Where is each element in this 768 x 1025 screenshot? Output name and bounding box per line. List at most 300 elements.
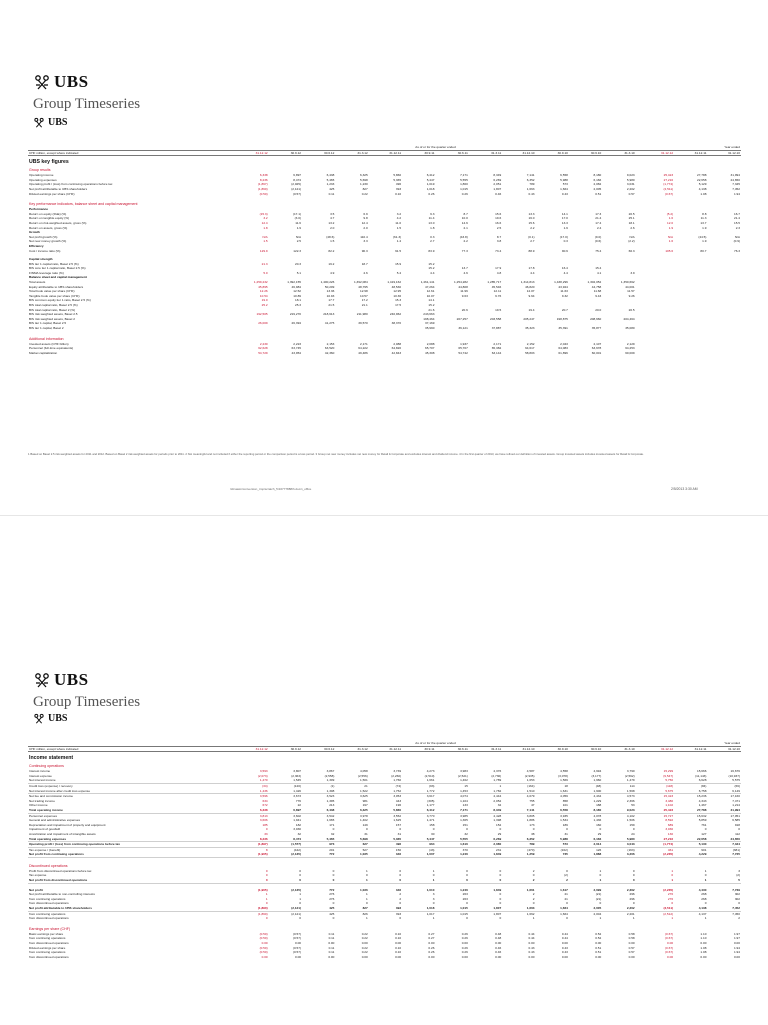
- cell-value: 1: [299, 892, 302, 897]
- cell-value: 49,486: [358, 350, 368, 355]
- cell-value: 4.4: [430, 270, 435, 275]
- cell-value: 88.9: [528, 248, 535, 253]
- cell-value: 5.0: [263, 270, 268, 275]
- ubs-logo-large-p2: [33, 670, 89, 690]
- cell-value: 901: [701, 847, 707, 852]
- row-label: Net profit from discontinued operations: [28, 878, 235, 883]
- cell-value: (61.3): [393, 234, 402, 239]
- cell-value: (0.57): [292, 950, 302, 955]
- cell-value: 32: [497, 803, 502, 808]
- cell-value: 38: [531, 831, 535, 836]
- cell-value: 54,729: [258, 350, 268, 355]
- cell-value: 689: [667, 822, 674, 827]
- cell-value: 1,545: [269, 778, 302, 783]
- cell-value: 0.58: [628, 931, 635, 936]
- cell-value: 37,887: [491, 326, 502, 330]
- cell-value: 8.7: [496, 234, 502, 239]
- cell-value: 1,661: [526, 887, 535, 892]
- cell-value: 5,129: [698, 182, 707, 187]
- cell-value: 5,575: [707, 778, 741, 783]
- cell-value: 0: [599, 873, 602, 878]
- cell-value: (0.57): [292, 945, 302, 950]
- cell-value: 9,023: [626, 173, 635, 178]
- row-label: Total operating income: [28, 808, 235, 813]
- cell-value: 0.26: [461, 950, 468, 955]
- cell-value: 188: [596, 803, 602, 808]
- cell-value: 276: [329, 896, 335, 901]
- cell-value: 12.07: [526, 289, 535, 294]
- cell-value: 1,900: [569, 789, 602, 794]
- brand-name-small: UBS: [48, 117, 68, 128]
- cell-value: 0.46: [495, 950, 502, 955]
- cell-value: 17.8: [528, 266, 535, 271]
- cell-value: 9.26: [628, 293, 635, 298]
- cell-value: 133: [462, 803, 468, 808]
- cell-value: 3,523: [326, 794, 335, 799]
- row-label: BIS common equity tier 1 ratio, Basel 2.5 (%): [29, 298, 91, 303]
- row-label: Net profit growth (%): [29, 234, 58, 239]
- cell-value: 3.8: [496, 239, 502, 244]
- cell-value: 4.6: [463, 270, 468, 275]
- cell-value: 1,007: [402, 852, 435, 857]
- cell-value: (2,135): [291, 887, 302, 892]
- cell-value: 5.4: [396, 270, 402, 275]
- row-label: Market capitalization: [29, 350, 58, 355]
- cell-value: 192,505: [256, 312, 268, 317]
- cell-value: 296: [629, 896, 635, 901]
- cell-value: 12.26: [259, 289, 268, 294]
- row-label: Credit loss (expense) / recovery: [29, 783, 73, 788]
- cell-value: 0: [369, 878, 402, 883]
- cell-value: 1: [636, 878, 674, 883]
- cell-value: 2.2: [530, 225, 535, 230]
- cell-value: 4,994: [593, 769, 602, 774]
- cell-value: 0.11: [328, 945, 335, 950]
- cell-value: (162): [560, 847, 568, 852]
- column-header: 31.12.10: [502, 150, 535, 156]
- cell-value: 1,398: [493, 818, 502, 823]
- cell-value: 1,035: [335, 852, 368, 857]
- cell-value: 1: [366, 868, 368, 873]
- cell-value: 17,051: [730, 813, 740, 818]
- cell-value: 1: [704, 916, 707, 921]
- cell-value: 44,808: [458, 284, 468, 289]
- cell-value: 27,216: [663, 177, 674, 182]
- group-title: [28, 925, 741, 932]
- cell-value: 2,366: [626, 798, 635, 803]
- cell-value: 1,569: [536, 778, 569, 783]
- cell-value: 1,436: [235, 789, 268, 794]
- group-title: [28, 166, 741, 173]
- cell-value: 15,299: [663, 769, 674, 774]
- cell-value: [636, 351, 674, 356]
- row-label: Interest expense: [29, 773, 52, 778]
- cell-value: 1.5: [263, 239, 268, 244]
- cell-value: 3.2: [263, 216, 268, 221]
- row-label: Operating expenses: [29, 177, 57, 182]
- cell-value: 0: [599, 827, 602, 832]
- cell-value: 150: [395, 847, 402, 852]
- cell-value: 64,083: [558, 346, 568, 351]
- cell-value: 827: [362, 186, 368, 191]
- cell-value: 789: [502, 842, 535, 848]
- cell-value: 3.5: [330, 211, 335, 216]
- cell-value: 6,166: [593, 177, 602, 182]
- row-label: Equity attributable to UBS shareholders: [29, 284, 84, 289]
- cell-value: 2.3: [735, 225, 740, 230]
- cell-value: (164): [527, 783, 535, 788]
- cell-value: 964: [402, 842, 435, 848]
- cell-value: (2,521): [458, 773, 468, 778]
- cell-value: (2.2): [628, 239, 635, 244]
- cell-value: 0: [399, 873, 402, 878]
- cell-value: 0: [566, 916, 568, 921]
- cell-value: 0.57: [628, 945, 635, 950]
- cell-value: 1: [499, 783, 502, 788]
- row-label: Operating profit / (loss) from continuing operations before tax: [29, 182, 113, 187]
- cell-value: 0.00: [733, 941, 740, 945]
- cell-value: 1: [335, 878, 368, 883]
- cell-value: 6,438: [302, 808, 335, 813]
- cell-value: (442): [293, 847, 302, 852]
- cell-value: 1,663: [502, 906, 535, 911]
- cell-value: 3,807: [293, 769, 302, 774]
- cell-value: 22,658: [696, 177, 707, 182]
- cell-value: (0.6): [594, 239, 602, 244]
- cell-value: 6,269: [469, 837, 502, 842]
- cell-value: 62,628: [258, 346, 268, 351]
- cell-value: 0: [632, 827, 635, 832]
- cell-value: 1,246: [460, 887, 468, 892]
- cell-value: (10,937): [728, 773, 740, 778]
- cell-value: 0.00: [395, 954, 402, 959]
- column-header: 31.12.10: [502, 746, 535, 752]
- column-header: 31.12.11: [674, 746, 707, 752]
- cell-value: 53: [631, 803, 635, 808]
- cell-value: 0: [466, 827, 468, 832]
- cell-value: (2,736): [491, 773, 502, 778]
- cell-value: 5: [707, 878, 741, 883]
- cell-value: 370: [462, 847, 468, 852]
- cell-value: 2: [399, 892, 402, 897]
- cell-value: 2,005: [593, 186, 602, 191]
- cell-value: 15.2: [428, 266, 435, 271]
- quarter-label-p2: As of or for the quarter ended: [235, 741, 635, 746]
- cell-value: (34): [262, 783, 268, 788]
- cell-value: 6,338: [259, 173, 268, 178]
- cell-value: (1,897): [235, 842, 268, 848]
- cell-value: 4.7: [330, 216, 335, 221]
- cell-value: 20.3: [294, 261, 302, 266]
- cell-value: 1: [366, 892, 368, 897]
- cell-value: 1,233: [326, 182, 335, 187]
- cell-value: 149: [362, 822, 368, 827]
- cell-value: 60,001: [591, 350, 602, 355]
- row-label: Net profit attributable to UBS shareholders: [28, 906, 235, 911]
- cell-value: 18: [564, 783, 568, 788]
- year-label: Year ended: [636, 145, 741, 150]
- cell-value: 0: [499, 873, 502, 878]
- cell-value: 4.2: [396, 216, 402, 221]
- cell-value: 41,275: [324, 321, 335, 326]
- cell-value: (3,078): [558, 773, 568, 778]
- cell-value: 3,805: [526, 813, 535, 818]
- cell-value: 1,510: [502, 789, 535, 794]
- cell-value: 15,727: [663, 813, 674, 818]
- cell-value: 0: [671, 873, 674, 878]
- cell-value: 2: [532, 892, 535, 897]
- cell-value: 425: [329, 186, 335, 191]
- cell-value: 1.4: [396, 239, 402, 244]
- file-path: \\drsawin\conversion_tmp\scratch_5\167778883\.docx\_office: [230, 487, 312, 491]
- cell-value: 9.64: [528, 293, 535, 298]
- cell-value: 1,752: [369, 789, 402, 794]
- cell-value: N/A: [262, 234, 268, 239]
- cell-value: 8,474: [293, 177, 302, 182]
- page-2: [0, 515, 768, 1025]
- cell-value: 0.43: [561, 191, 568, 196]
- cell-value: 35,877: [591, 326, 602, 330]
- cell-value: (11,143): [695, 773, 707, 778]
- cell-value: (3.0): [294, 216, 302, 221]
- cell-value: 5,447: [402, 837, 435, 842]
- cell-value: 1,479: [602, 778, 635, 783]
- cell-value: 1.9: [702, 239, 707, 244]
- cell-value: 12.52: [293, 289, 302, 294]
- cell-value: 0: [532, 873, 535, 878]
- cell-value: 393: [395, 911, 402, 916]
- cell-value: 1,259,232: [253, 280, 268, 285]
- cell-value: 9.63: [461, 293, 468, 298]
- cell-value: (2,025): [291, 182, 302, 187]
- cell-value: 38,370: [391, 321, 402, 326]
- cell-value: 2.1: [463, 225, 468, 230]
- cell-value: 2: [738, 916, 740, 921]
- cell-value: 1,941: [293, 818, 302, 823]
- cell-value: 302: [734, 892, 740, 897]
- key-figures-table-wrap: [28, 145, 741, 355]
- cell-value: 0: [435, 878, 468, 883]
- cell-value: (2,935): [524, 773, 535, 778]
- column-header: 30.9.10: [536, 746, 569, 752]
- cell-value: 48,795: [358, 284, 368, 289]
- ubs-logo-small-p2: [33, 713, 67, 724]
- cell-value: 826: [362, 911, 368, 916]
- row-label: Net profit from continuing operations: [28, 852, 235, 857]
- cell-value: 1,461,141: [420, 280, 435, 285]
- cell-value: 3.9: [630, 270, 635, 275]
- cell-value: 2: [532, 896, 535, 901]
- cell-value: 32: [330, 831, 335, 836]
- cell-value: 0.10: [395, 936, 402, 941]
- cell-value: 1,534: [560, 818, 568, 823]
- cell-value: 2,004: [593, 911, 602, 916]
- cell-value: 761: [701, 822, 707, 827]
- cell-value: 1.8: [263, 225, 268, 230]
- cell-value: 461: [667, 847, 674, 852]
- cell-value: 0.00: [261, 941, 268, 945]
- cell-value: 0: [302, 878, 335, 883]
- cell-value: 0.00: [528, 954, 535, 959]
- cell-value: 8: [265, 847, 268, 852]
- row-label: Return on risk-weighted assets, gross (%): [29, 220, 87, 225]
- cell-value: 573: [562, 182, 568, 187]
- cell-value: 4,078: [593, 813, 602, 818]
- cell-value: 8,180: [593, 173, 602, 178]
- cell-value: 0.00: [461, 954, 468, 959]
- cell-value: 3,031: [626, 182, 635, 187]
- row-label: Operating income: [29, 173, 54, 178]
- cell-value: 114: [629, 783, 635, 788]
- cell-value: 173: [529, 822, 535, 827]
- row-label: from discontinued operations: [29, 954, 69, 959]
- cell-value: 185: [262, 822, 268, 827]
- cell-value: (2,511): [636, 906, 674, 911]
- cell-value: 0: [499, 916, 502, 921]
- cell-value: (1,890): [235, 906, 268, 911]
- cell-value: 16.6: [495, 220, 502, 225]
- cell-value: 0.00: [667, 941, 674, 945]
- cell-value: 1,246: [435, 852, 468, 857]
- cell-value: 1: [402, 878, 435, 883]
- table-row: [28, 955, 741, 960]
- cell-value: 5,860: [393, 173, 402, 178]
- cell-value: 240,962: [389, 312, 402, 317]
- cell-value: 3,593: [259, 769, 268, 774]
- cell-value: (0.67): [664, 191, 674, 196]
- column-header: 31.3.11: [469, 746, 502, 752]
- cell-value: 276: [329, 892, 335, 897]
- cell-value: 4,343: [698, 798, 707, 803]
- cell-value: 0.27: [428, 931, 435, 936]
- cell-value: 1: [366, 916, 368, 921]
- cell-value: 0.00: [495, 954, 502, 959]
- cell-value: 0.00: [361, 941, 368, 945]
- cell-value: 11.63: [560, 289, 568, 294]
- cell-value: 0: [265, 901, 268, 906]
- cell-value: 4.8: [496, 270, 502, 275]
- cell-value: 3,053: [393, 794, 402, 799]
- ubs-logo-small: [33, 117, 67, 128]
- cell-value: 4,137: [698, 911, 707, 916]
- cell-value: 0.00: [595, 941, 602, 945]
- cell-value: 0: [566, 868, 568, 873]
- row-label: Depreciation and impairment of property and equipment: [29, 822, 106, 827]
- row-label: Tax expense / (benefit): [29, 847, 61, 852]
- cell-value: 205,247: [523, 316, 535, 321]
- cell-value: 21.3: [261, 261, 268, 266]
- cell-value: 0: [399, 827, 402, 832]
- group-title: [28, 200, 741, 207]
- cell-value: N/A: [629, 234, 635, 239]
- cell-value: 110.4: [360, 234, 368, 239]
- cell-value: 64,253: [625, 346, 635, 351]
- cell-value: 1,849: [493, 887, 502, 892]
- cell-value: 1,426: [269, 789, 302, 794]
- cell-value: 1: [265, 896, 268, 901]
- cell-value: 5,698: [335, 837, 368, 842]
- cell-value: 4,558: [560, 769, 568, 774]
- cell-value: 31,994: [707, 808, 741, 813]
- cell-value: 0.00: [700, 954, 707, 959]
- cell-value: 0.48: [495, 931, 502, 936]
- cell-value: 425: [302, 906, 335, 911]
- cell-value: 9.43: [595, 293, 602, 298]
- cell-value: 2,153: [326, 341, 335, 346]
- cell-value: 2,230: [259, 341, 268, 346]
- cell-value: 276: [667, 892, 674, 897]
- cell-value: (1,890): [257, 911, 268, 916]
- page-1: [0, 0, 768, 505]
- column-header: 31.12.10: [707, 150, 741, 156]
- cell-value: 5,130: [674, 842, 707, 848]
- cell-value: (1,577): [269, 842, 302, 848]
- ubs-keys-icon: [33, 713, 45, 724]
- cell-value: 8,592: [665, 818, 674, 823]
- cell-value: (1,897): [257, 182, 268, 187]
- cell-value: 17.2: [361, 298, 368, 303]
- cell-value: 75.4: [595, 248, 602, 253]
- cell-value: 1.94: [733, 950, 740, 955]
- row-label: BIS total capital ratio, Basel 2 (%): [29, 307, 76, 312]
- cell-value: 1.5: [396, 225, 402, 230]
- cell-value: 0: [299, 901, 302, 906]
- report-title-p2: Group Timeseries: [33, 694, 141, 710]
- cell-value: 443: [395, 798, 402, 803]
- cell-value: 10.07: [426, 293, 435, 298]
- row-label: Return on equity (RoE) (%): [29, 211, 67, 216]
- cell-value: 6,585: [732, 818, 740, 823]
- cell-value: 0.00: [700, 941, 707, 945]
- row-label: from continuing operations: [29, 950, 66, 955]
- cell-value: 0: [399, 916, 402, 921]
- cell-value: 2,043: [560, 341, 568, 346]
- cell-value: 12.61: [426, 289, 435, 294]
- cell-value: 0.43: [528, 950, 535, 955]
- cell-value: 8,474: [269, 837, 302, 842]
- cell-value: 15.2: [428, 261, 435, 266]
- cell-value: 393: [369, 906, 402, 911]
- cell-value: (0.50): [259, 945, 268, 950]
- cell-value: (9.0): [594, 234, 602, 239]
- cell-value: 1: [599, 916, 602, 921]
- cell-value: (0.9): [733, 239, 740, 244]
- row-label: from discontinued operations: [29, 941, 69, 945]
- cell-value: (15.3): [259, 211, 268, 216]
- cell-value: (66): [734, 783, 740, 788]
- cell-value: 0.43: [561, 945, 568, 950]
- column-header: 30.6.10: [569, 150, 602, 156]
- cell-value: 5,980: [602, 837, 635, 842]
- row-label: BIS tier 1 capital ratio, Basel 2.5 (%): [29, 261, 79, 266]
- report-title: Group Timeseries: [33, 96, 141, 112]
- cell-value: 21.4: [733, 216, 740, 221]
- cell-value: 21.4: [595, 216, 602, 221]
- cell-value: 15,666: [696, 769, 707, 774]
- cell-value: 2,171: [359, 341, 368, 346]
- cell-value: 3: [432, 892, 435, 897]
- cell-value: 17.0: [561, 216, 568, 221]
- cell-value: 0.26: [461, 191, 468, 196]
- cell-value: 1,230: [359, 182, 368, 187]
- cell-value: (17.0): [559, 234, 568, 239]
- column-header: 30.9.10: [536, 150, 569, 156]
- cell-value: 0.00: [428, 954, 435, 959]
- cell-value: [707, 351, 741, 356]
- cell-value: 0: [499, 896, 502, 901]
- cell-value: 12.0: [667, 220, 674, 225]
- row-label: FINMA leverage ratio (%): [29, 270, 64, 275]
